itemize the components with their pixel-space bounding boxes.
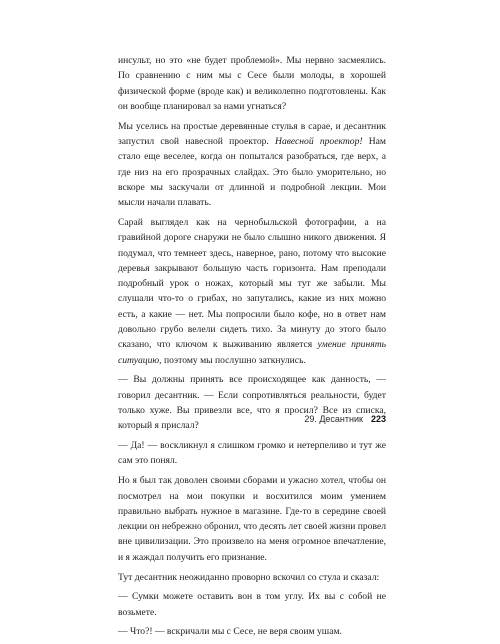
- paragraph: [118, 372, 386, 433]
- body-text: [118, 53, 386, 644]
- paragraph: [118, 215, 386, 368]
- page-number: 223: [370, 414, 386, 424]
- paragraph: [118, 624, 386, 639]
- text-run: — Да! — воскликнул я слишком громко и нетерпеливо и тут же сам это понял.: [118, 440, 386, 467]
- text-run: Тут десантник неожиданно проворно вскочил со стула и сказал:: [118, 571, 380, 583]
- text-run: Но я был так доволен своими сборами и ужасно хотел, чтобы он посмотрел на мои покупки и восхитился моим умением правильно выбрать нужное в магазине. Где-то в середине своей лекции он небрежно обронил, что десять лет своей жизни провел вне цивилизации. Это произвело на меня огромное впечатление, и я жаждал получить его признание.: [118, 475, 386, 563]
- italic-text: Навесной проектор!: [275, 135, 363, 147]
- text-run: — Что?! — вскричали мы с Сесе, не веря своим ушам.: [118, 626, 342, 638]
- text-run: , поэтому мы послушно заткнулись.: [159, 354, 306, 366]
- text-run: Мы уселись на простые деревянные стулья в сарае, и десантник запустил свой навесной проектор.: [118, 120, 386, 147]
- paragraph: [118, 53, 386, 114]
- paragraph: [118, 570, 386, 585]
- paragraph: [118, 589, 386, 620]
- text-run: Нам стало еще веселее, когда он попытался разобраться, где верх, а где низ на его прозрачных слайдах. Это было уморительно, но вскоре мы заскучали от длинной и подробной лекции. Мои мысли начали плавать.: [118, 135, 387, 209]
- italic-text: умение принять ситуацию: [118, 339, 386, 366]
- paragraph: [118, 473, 386, 565]
- text-run: инсульт, но это «не будет проблемой». Мы нервно засмеялись. По сравнению с ним мы с Сесе были молоды, в хорошей физической форме (вроде как) и великолепно подготовлены. Как он вообще планировал за нами угнаться?: [118, 55, 386, 112]
- paragraph: [118, 438, 386, 469]
- text-run: — Вы должны принять все происходящее как данность, — говорил десантник. — Если сопротивляться реальности, будет только хуже. Вы привезли все, что я просил? Все из списка, который я прислал?: [118, 374, 386, 432]
- running-footer: [118, 414, 386, 424]
- text-run: — Сумки можете оставить вон в том углу. Их вы с собой не возьмете.: [118, 591, 386, 618]
- chapter-title: 29. Десантник: [304, 414, 363, 424]
- paragraph: [118, 119, 386, 211]
- text-run: Сарай выглядел как на чернобыльской фотографии, а на гравийной дороге снаружи не было слышно никого движения. Я подумал, что темнеет здесь, наверное, рано, потому что высокие деревья закрывают большую часть горизонта. Нам преподали подробный урок о ножах, который мы тут же забыли. Мы слушали что-то о грибах, но запутались, какие из них можно есть, а какие — нет. Мы попросили было кофе, но в ответ нам довольно грубо велели сидеть тихо. За минуту до этого было сказано, что ключом к выживанию является: [118, 216, 386, 351]
